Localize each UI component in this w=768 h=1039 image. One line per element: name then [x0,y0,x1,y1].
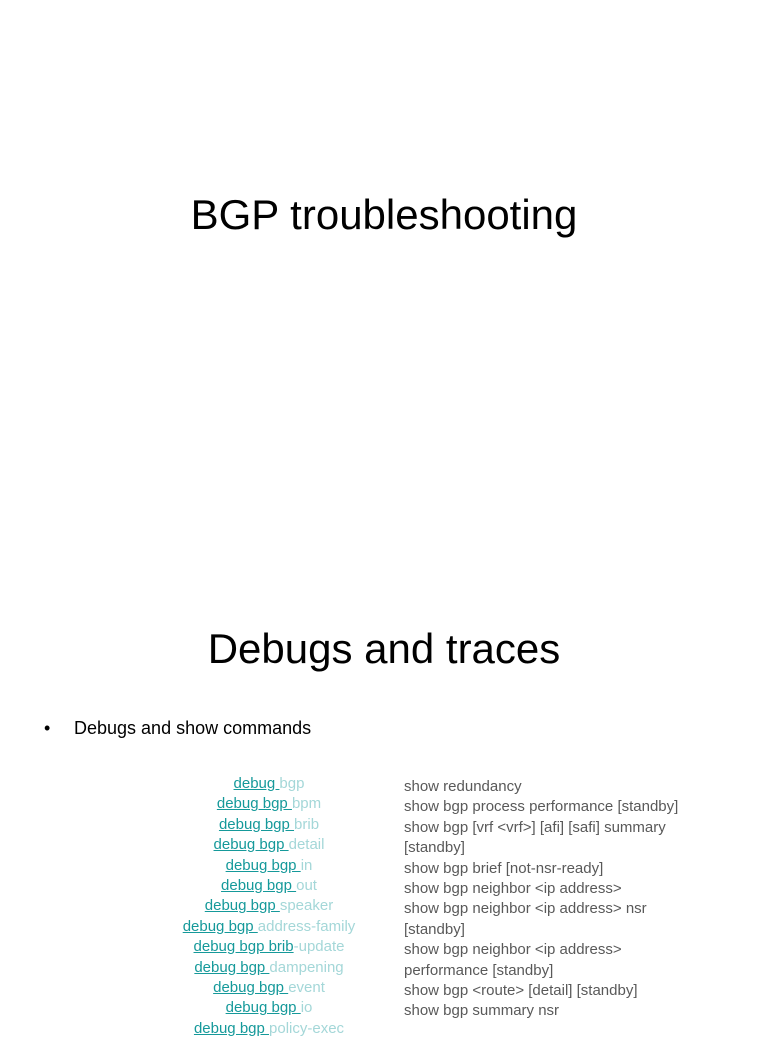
bullet-dot-icon: • [44,718,51,738]
debug-command[interactable] [160,998,378,1018]
debug-command-base[interactable]: debug bgp [213,836,289,854]
debug-command[interactable] [160,835,378,855]
slide-1-title: BGP troubleshooting [190,191,578,238]
show-command-line: [standby] [404,920,465,938]
debug-command[interactable] [160,774,378,794]
debug-command-base[interactable]: debug bgp [204,897,280,915]
show-command-line: show bgp <route> [detail] [standby] [404,982,638,1000]
debug-command[interactable] [160,917,378,937]
debug-command-base[interactable]: debug bgp [221,877,297,895]
debug-command-base[interactable]: debug bgp [182,917,258,935]
show-command-line: show bgp neighbor <ip address> [404,880,622,898]
debug-command[interactable] [160,794,378,814]
debug-command-option[interactable]: brib [294,815,320,833]
show-command-line: show redundancy [404,778,522,795]
debug-command-base[interactable]: debug bgp [225,856,301,874]
debug-command[interactable] [160,856,378,876]
debug-command-list [160,774,378,1039]
debug-command-base[interactable]: debug [233,775,280,792]
debug-command-base[interactable]: debug bgp [216,795,292,813]
debug-command-base[interactable]: debug bgp brib [193,938,294,956]
debug-command-option[interactable]: address-family [257,917,356,935]
debug-command-option[interactable]: dampening [269,958,344,976]
debug-command-option[interactable]: speaker [279,897,334,915]
bullet-item [44,716,311,740]
debug-command-base[interactable]: debug bgp [194,958,270,976]
show-command-line: show bgp neighbor <ip address> nsr [404,900,647,918]
debug-command-option[interactable]: io [300,999,313,1017]
debug-command[interactable] [160,978,378,998]
debug-command[interactable] [160,937,378,957]
debug-command-option[interactable]: event [288,979,325,997]
debug-command-base[interactable]: debug bgp [213,979,289,997]
bullet-text: Debugs and show commands [74,718,312,738]
show-command-line: show bgp summary nsr [404,1002,560,1020]
show-command-line: show bgp brief [not-nsr-ready] [404,859,604,877]
slide-2-title: Debugs and traces [207,625,561,672]
debug-command[interactable] [160,958,378,978]
debug-command[interactable] [160,1019,378,1039]
debug-command-base[interactable]: debug bgp [218,815,295,833]
debug-command-option[interactable]: out [296,877,317,895]
debug-command[interactable] [160,876,378,896]
show-command-list [404,777,744,1022]
debug-command-option[interactable]: bgp [279,775,305,792]
show-command-line: [standby] [404,839,465,857]
show-command-line: show bgp [vrf <vrf>] [afi] [safi] summary [404,818,666,836]
show-command-line: show bgp neighbor <ip address> [404,941,622,959]
show-command-line: performance [standby] [404,961,554,979]
debug-command[interactable] [160,815,378,835]
debug-command[interactable] [160,896,378,916]
debug-command-option[interactable]: in [300,856,313,874]
debug-command-base[interactable]: debug bgp [193,1019,270,1037]
debug-command-option[interactable]: detail [288,836,325,854]
debug-command-base[interactable]: debug bgp [225,999,301,1017]
debug-command-option[interactable]: -update [293,938,345,956]
debug-command-option[interactable]: bpm [291,795,322,813]
show-command-line: show bgp process performance [standby] [404,798,679,816]
debug-command-option[interactable]: policy-exec [269,1019,345,1037]
